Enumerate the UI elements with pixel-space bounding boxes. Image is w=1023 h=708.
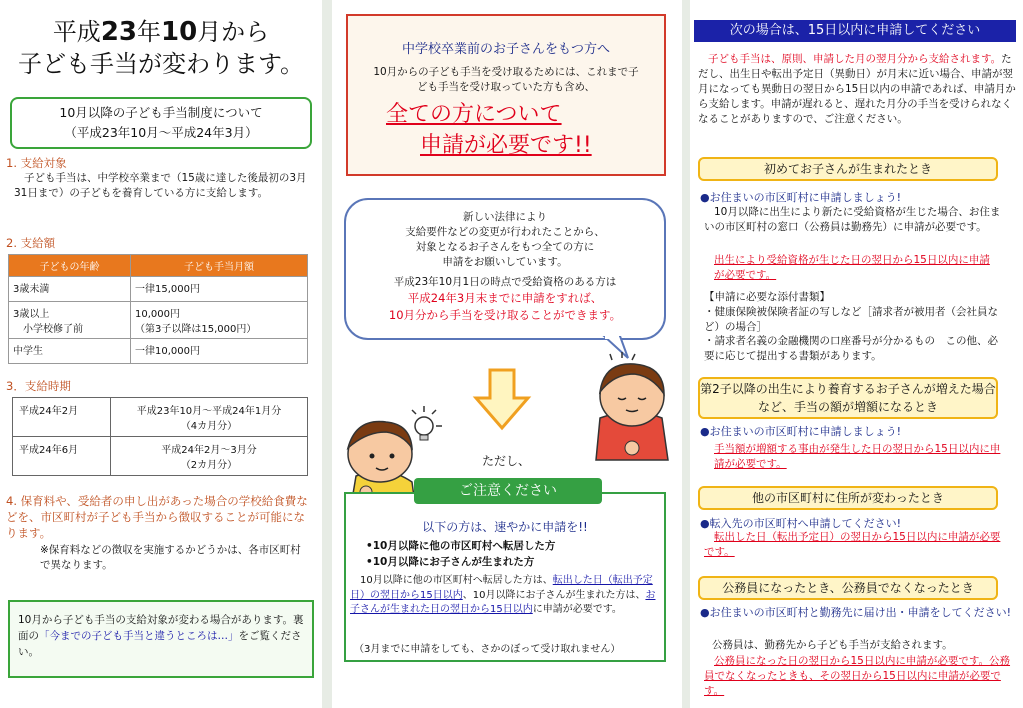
column-divider (322, 0, 332, 708)
right-column (690, 0, 1023, 708)
case-red: 出生により受給資格が生じた日の翌日から15日以内に申請が必要です。 (714, 254, 990, 281)
caution-item: •10月以降にお子さんが生まれた方 (366, 556, 535, 568)
table-row: 平成24年2月 平成23年10月～平成24年1月分 （4カ月分） (13, 398, 308, 437)
notice-text: 10月からの子ども手当を受け取るためには、これまで子ども手当を受け取っていた方も含め、 (373, 66, 639, 93)
case-title: 公務員になったとき、公務員でなくなったとき (698, 576, 998, 600)
notice-big-line2: 申請が必要です!! (420, 133, 592, 158)
case-red: 公務員になった日の翌日から15日以内に申請が必要です。公務員でなくなったときも、その翌日から15日以内に申請が必要です。 (704, 655, 1011, 697)
case-lead: ●転入先の市区町村へ申請してください! (700, 517, 902, 530)
right-header: 次の場合は、15日以内に申請してください (694, 20, 1016, 42)
left-column (0, 0, 322, 708)
column-divider (682, 0, 690, 708)
section2-heading: 2. 支給額 (6, 236, 56, 250)
docs-item: ・健康保険被保険者証の写しなど［請求者が被用者（会社員など）の場合］ (704, 306, 998, 333)
section1-text: 子ども手当は、中学校卒業まで（15歳に達した後最初の3月31日まで）の子どもを養育している方に支給します。 (14, 172, 307, 199)
intro-text: 子ども手当は、原則、申請した月の翌月分から支給されます。ただし、出生日や転出予定日（異動日）が月末に近い場合、申請が翌月になっても異動日の翌日から15日以内の申請であれば、申請月から支給します。申請が遅れると、遅れた月分の手当を受けられなくなることがありますので、ご注意ください。 (698, 53, 1016, 125)
caution-item: •10月以降に他の市区町村へ転居した方 (366, 540, 556, 552)
section1-heading: 1. 支給対象 (6, 156, 67, 170)
down-arrow-icon (472, 368, 532, 432)
notice-heading: 中学校卒業前のお子さんをもつ方へ (401, 42, 610, 57)
however-label: ただし、 (482, 454, 531, 468)
case-lead: ●お住まいの市区町村と勤務先に届け出・申請をしてください! (700, 606, 1012, 619)
caution-label: ご注意ください (414, 478, 602, 504)
docs-item: ・請求者名義の金融機関の口座番号が分かるもの この他、必要に応じて提出する書類があります。 (704, 335, 998, 362)
case-title: 第2子以降の出生により養育するお子さんが増えた場合など、手当の額が増額になるとき (698, 377, 998, 419)
caution-heading: 以下の方は、速やかに申請を!! (422, 520, 588, 534)
timing-table (12, 397, 308, 476)
case-title: 他の市区町村に住所が変わったとき (698, 486, 998, 510)
section4-note: ※保育料などの徴収を実施するかどうかは、各市区町村で異なります。 (40, 544, 301, 571)
notice-big-line1: 全ての方について (386, 102, 562, 127)
caution-text: 10月以降に他の市区町村へ転居した方は、転出した日（転出予定日）の翌日から15日以内、10月以降にお子さんが生まれた方は、お子さんが生まれた日の翌日から15日以内に申請が必要です。 (350, 575, 656, 615)
notice-box (346, 14, 666, 176)
table-row: 中学生 一律10,000円 (9, 339, 308, 364)
period-box: 10月以降の子ども手当制度について （平成23年10月～平成24年3月） (10, 97, 312, 149)
case-red: 転出した日（転出予定日）の翌日から15日以内に申請が必要です。 (704, 531, 1001, 558)
bowing-child-icon (582, 352, 682, 464)
case-lead: ●お住まいの市区町村に申請しましょう! (700, 191, 902, 204)
middle-column (332, 0, 682, 708)
amount-table-header: 子どもの年齢 子ども手当月額 (9, 255, 308, 277)
case-lead: ●お住まいの市区町村に申請しましょう! (700, 425, 902, 438)
case-text: 公務員は、勤務先から子ども手当が支給されます。 (712, 639, 953, 651)
table-row: 3歳以上 小学校修了前 10,000円 （第3子以降は15,000円） (9, 302, 308, 339)
table-row: 3歳未満 一律15,000円 (9, 277, 308, 302)
section3-heading: 3．支給時期 (6, 379, 71, 393)
bottom-note-box: 10月から子ども手当の支給対象が変わる場合があります。裏面の「今までの子ども手当と違うところは…」をご覧ください。 (8, 600, 314, 678)
amount-table (8, 254, 308, 364)
speech-bubble: 新しい法律により 支給要件などの変更が行われたことから、 対象となるお子さんをもつ全ての方に 申請をお願いしています。 平成23年10月1日の時点で受給資格のある方は 平成24年3月末までに申請をすれば、 10月分から手当を受け取ることができます。 (344, 198, 666, 340)
page-title: 平成23年10月から 子ども手当が変わります。 (17, 17, 305, 78)
docs-heading: 【申請に必要な添付書類】 (704, 291, 830, 303)
case-red: 手当額が増額する事由が発生した日の翌日から15日以内に申請が必要です。 (714, 443, 1001, 470)
section4-text: 4. 保育料や、受給者の申し出があった場合の学校給食費などを、市区町村が子ども手当から徴収することが可能になります。 (6, 494, 308, 540)
table-row: 平成24年6月 平成24年2月～3月分 （2カ月分） (13, 437, 308, 476)
caution-note: （3月までに申請をしても、さかのぼって受け取れません） (354, 644, 621, 655)
case-text: 10月以降に出生により新たに受給資格が生じた場合、お住まいの市区町村の窓口（公務員は勤務先）に申請が必要です。 (704, 206, 1001, 233)
case-title: 初めてお子さんが生まれたとき (698, 157, 998, 181)
